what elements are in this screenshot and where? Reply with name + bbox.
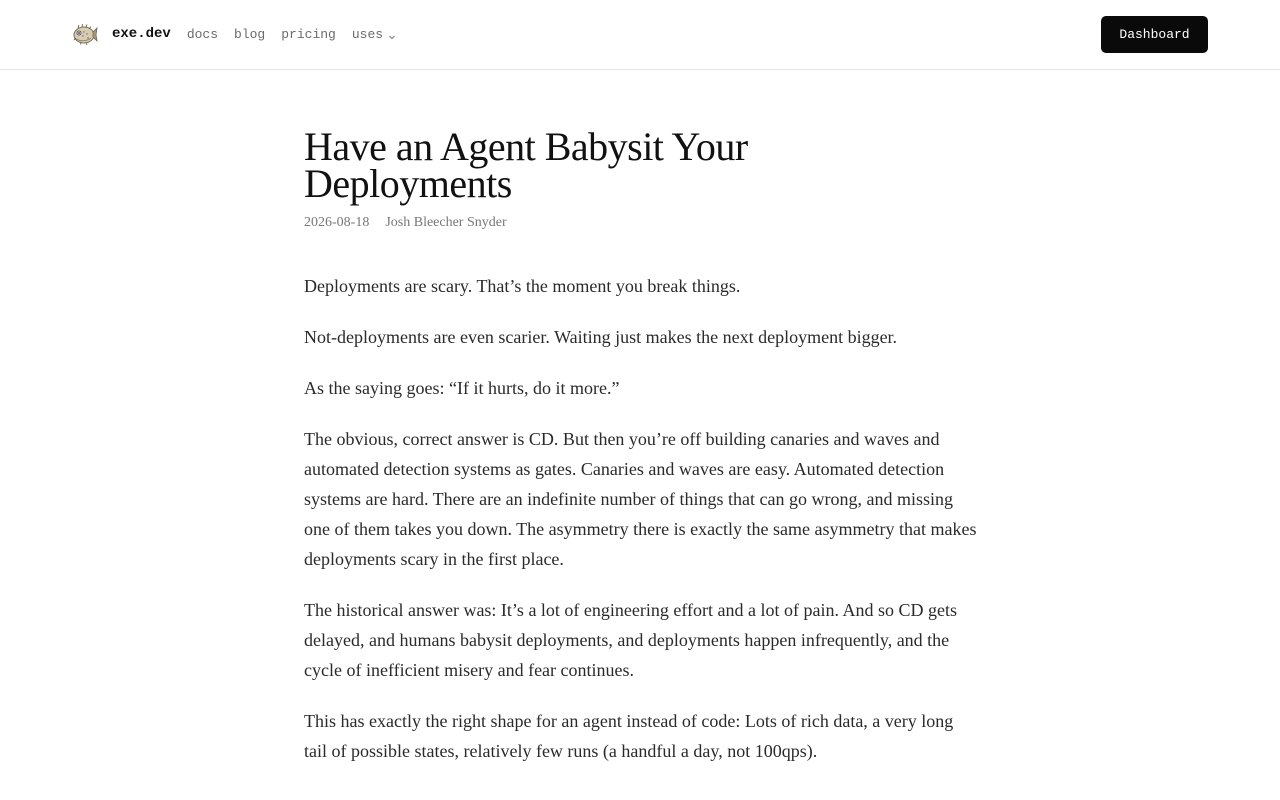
article-meta (304, 215, 980, 231)
article (304, 124, 980, 787)
article-paragraph: Deployments are scary. That’s the moment you break things. (304, 276, 741, 296)
chevron-down-icon (388, 30, 396, 38)
pufferfish-logo-icon[interactable] (72, 22, 98, 46)
nav-uses-label: uses (351, 26, 384, 42)
top-navbar (0, 0, 1280, 70)
dashboard-button[interactable]: Dashboard (1101, 16, 1208, 53)
nav-link-blog[interactable]: blog (234, 26, 266, 42)
brand-name[interactable]: exe.dev (112, 26, 171, 42)
article-title: Have an Agent Babysit Your Deployments (304, 124, 748, 206)
nav-link-pricing[interactable]: pricing (281, 26, 336, 42)
article-body (304, 271, 980, 766)
article-paragraph: This has exactly the right shape for an agent instead of code: Lots of rich data, a very long tail of possible states, relatively few runs (a handful a day, not 100qps). (304, 711, 954, 761)
article-author: Josh Bleecher Snyder (385, 215, 507, 230)
article-paragraph: As the saying goes: “If it hurts, do it more.” (304, 378, 620, 398)
article-paragraph: Not-deployments are even scarier. Waiting just makes the next deployment bigger. (304, 327, 898, 347)
article-paragraph: The obvious, correct answer is CD. But then you’re off building canaries and waves and automated detection systems as gates. Canaries and waves are easy. Automated detection systems are hard. There are an indefinite number of things that can go wrong, and missing one of them takes you down. The asymmetry there is exactly the same asymmetry that makes deployments scary in the first place. (304, 429, 977, 569)
nav-link-docs[interactable]: docs (186, 26, 219, 42)
nav-uses-dropdown[interactable] (352, 27, 396, 42)
article-paragraph: The historical answer was: It’s a lot of engineering effort and a lot of pain. And so CD gets delayed, and humans babysit deployments, and deployments happen infrequently, and the cycle of inefficient misery and fear continues. (304, 600, 958, 680)
nav-left (72, 22, 412, 46)
article-date: 2026-08-18 (304, 215, 370, 230)
